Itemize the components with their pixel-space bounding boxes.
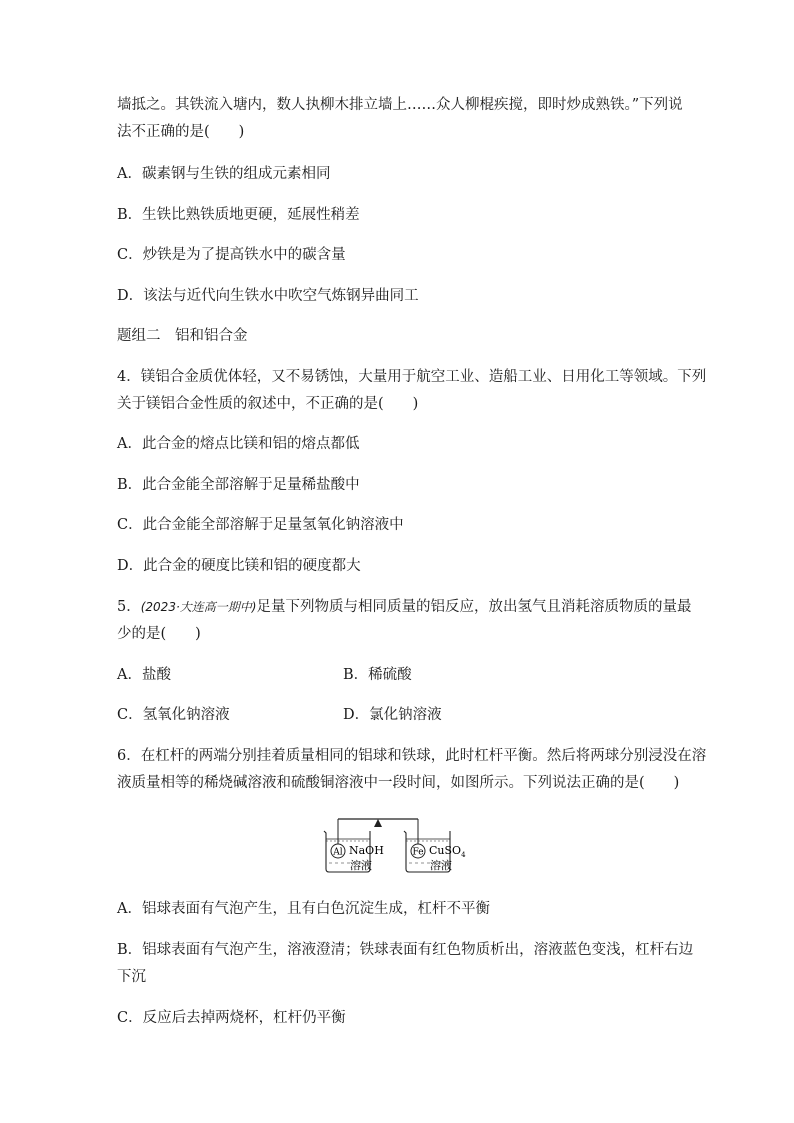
q5-number: 5． bbox=[117, 599, 141, 615]
lever-diagram bbox=[322, 813, 482, 875]
intro-line-1: 墙抵之。其铁流入塘内，数人执柳木排立墙上……众人柳棍疾搅，即时炒成熟铁。”下列说 bbox=[117, 97, 683, 113]
aluminum-ball-label: Al bbox=[333, 847, 343, 858]
intro-line-2: 法不正确的是( ) bbox=[117, 124, 245, 140]
q3-option-c: C．炒铁是为了提高铁水中的碳含量 bbox=[117, 247, 346, 263]
q3-option-a: A．碳素钢与生铁的组成元素相同 bbox=[117, 166, 331, 182]
q5-stem-text: 足量下列物质与相同质量的铝反应，放出氢气且消耗溶质物质的量最 bbox=[256, 599, 692, 615]
naoh-label: NaOH bbox=[349, 844, 384, 857]
q5-option-c: C．氢氧化钠溶液 bbox=[117, 707, 230, 723]
q5-option-d: D．氯化钠溶液 bbox=[343, 707, 442, 723]
left-solution-label: 溶液 bbox=[350, 859, 372, 872]
cuso4-text: CuSO bbox=[429, 844, 462, 857]
q5-option-b: B．稀硫酸 bbox=[343, 667, 412, 683]
q5-stem-line-1 bbox=[117, 597, 691, 617]
q5-option-a: A．盐酸 bbox=[117, 667, 171, 683]
q6-option-b-line-2: 下沉 bbox=[117, 969, 146, 985]
iron-ball-label: Fe bbox=[412, 847, 424, 858]
fulcrum-triangle bbox=[374, 819, 382, 827]
q5-stem-line-2: 少的是( ) bbox=[117, 626, 201, 642]
right-solution-label: 溶液 bbox=[430, 859, 452, 872]
q6-stem-line-1: 6．在杠杆的两端分别挂着质量相同的铝球和铁球，此时杠杆平衡。然后将两球分别浸没在溶 bbox=[117, 748, 707, 764]
cuso4-label bbox=[429, 844, 466, 859]
q4-option-c: C．此合金能全部溶解于足量氢氧化钠溶液中 bbox=[117, 517, 404, 533]
q4-option-a: A．此合金的熔点比镁和铝的熔点都低 bbox=[117, 436, 360, 452]
cuso4-subscript: 4 bbox=[461, 851, 466, 859]
q6-option-b-line-1: B．铝球表面有气泡产生，溶液澄清；铁球表面有红色物质析出，溶液蓝色变浅，杠杆右边 bbox=[117, 942, 694, 958]
q6-option-c: C．反应后去掉两烧杯，杠杆仍平衡 bbox=[117, 1010, 346, 1026]
q6-stem-line-2: 液质量相等的稀烧碱溶液和硫酸铜溶液中一段时间，如图所示。下列说法正确的是( ) bbox=[117, 775, 680, 791]
q4-stem-line-2: 关于镁铝合金性质的叙述中，不正确的是( ) bbox=[117, 396, 419, 412]
q4-option-b: B．此合金能全部溶解于足量稀盐酸中 bbox=[117, 477, 360, 493]
q5-source: (2023·大连高一期中) bbox=[140, 600, 257, 614]
q3-option-b: B．生铁比熟铁质地更硬，延展性稍差 bbox=[117, 207, 360, 223]
q6-option-a: A．铝球表面有气泡产生，且有白色沉淀生成，杠杆不平衡 bbox=[117, 901, 490, 917]
q4-stem-line-1: 4．镁铝合金质优体轻，又不易锈蚀，大量用于航空工业、造船工业、日用化工等领域。下列 bbox=[117, 369, 707, 385]
q3-option-d: D．该法与近代向生铁水中吹空气炼钢异曲同工 bbox=[117, 288, 419, 304]
section-heading: 题组二 铝和铝合金 bbox=[117, 328, 248, 344]
q4-option-d: D．此合金的硬度比镁和铝的硬度都大 bbox=[117, 558, 361, 574]
lever-beaker-figure bbox=[322, 813, 482, 879]
